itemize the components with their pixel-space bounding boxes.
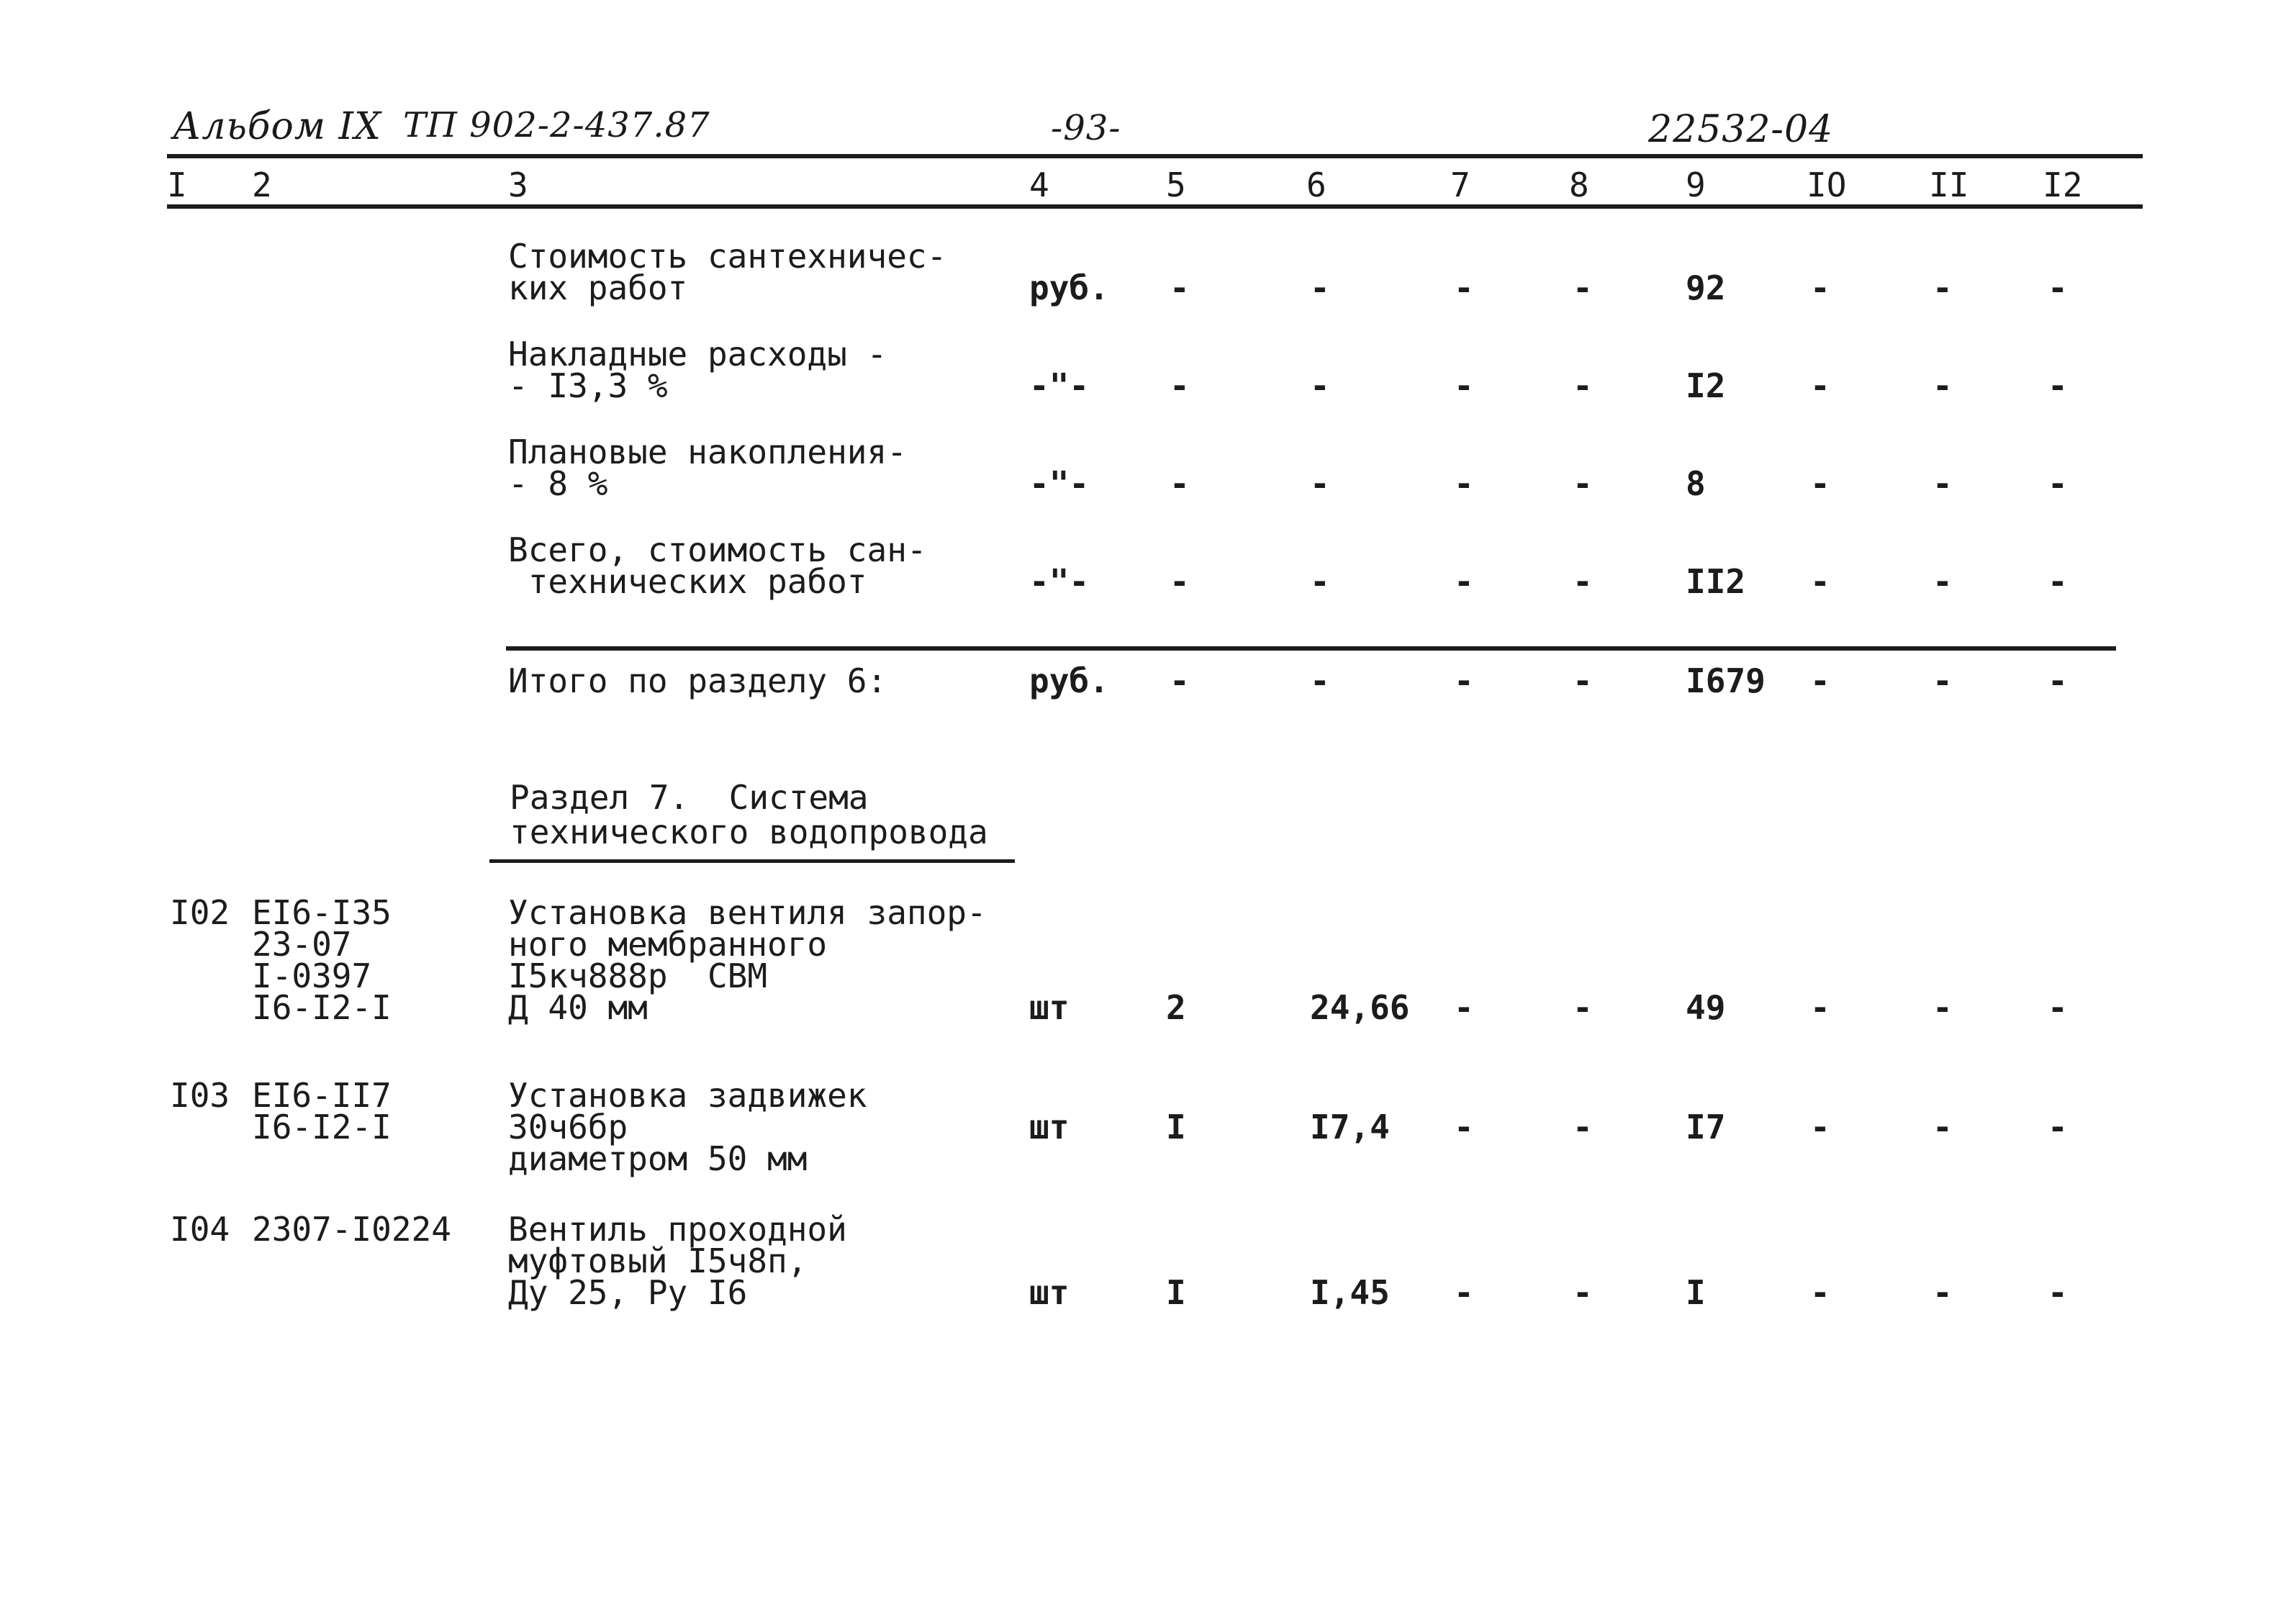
item-description: Стоимость сантехничес- ких работ: [508, 237, 947, 307]
value-cell-12: -: [2048, 464, 2068, 503]
value-cell-11: -: [1933, 661, 1953, 700]
value-cell-8: -: [1573, 268, 1593, 307]
value-cell-10: -: [1810, 988, 1830, 1027]
unit-cell: шт: [1029, 1273, 1070, 1312]
doc-code: 22532-04: [1648, 108, 1834, 151]
value-cell-8: -: [1573, 562, 1593, 601]
value-cell-5: -: [1170, 661, 1190, 700]
value-cell-5: -: [1170, 366, 1190, 405]
value-cell-9: I679: [1686, 661, 1766, 700]
column-number: 2: [252, 166, 272, 204]
value-cell-5: -: [1170, 268, 1190, 307]
value-cell-9: 92: [1686, 268, 1726, 307]
value-cell-8: -: [1573, 661, 1593, 700]
value-cell-6: -: [1310, 464, 1330, 503]
value-cell-10: -: [1810, 661, 1830, 700]
section-7-title-underline: [489, 859, 1015, 863]
value-cell-12: -: [2048, 1108, 2068, 1146]
value-cell-5: I: [1166, 1108, 1186, 1146]
row-number: I02: [170, 893, 230, 932]
value-cell-7: -: [1454, 1108, 1474, 1146]
item-description: Накладные расходы - - I3,3 %: [508, 335, 887, 405]
project-code: ТП 902-2-437.87: [403, 105, 710, 145]
header-top-rule: [167, 154, 2143, 158]
value-cell-12: -: [2048, 661, 2068, 700]
column-number: 6: [1306, 166, 1326, 204]
value-cell-9: 49: [1686, 988, 1726, 1027]
value-cell-6: -: [1310, 366, 1330, 405]
value-cell-10: -: [1810, 1273, 1830, 1312]
value-cell-7: -: [1454, 1273, 1474, 1312]
value-cell-9: I: [1686, 1273, 1706, 1312]
unit-cell: руб.: [1029, 661, 1109, 700]
item-description: Плановые накопления- - 8 %: [508, 433, 907, 503]
value-cell-6: I7,4: [1310, 1108, 1390, 1146]
value-cell-9: II2: [1686, 562, 1746, 601]
value-cell-7: -: [1454, 268, 1474, 307]
row-number: I04: [170, 1210, 230, 1249]
column-number: 4: [1029, 166, 1049, 204]
section-7-title: Раздел 7. Система технического водопровода: [510, 778, 988, 851]
column-number: 7: [1450, 166, 1470, 204]
unit-cell: -"-: [1029, 366, 1090, 405]
value-cell-6: -: [1310, 562, 1330, 601]
value-cell-11: -: [1933, 366, 1953, 405]
value-cell-8: -: [1573, 464, 1593, 503]
value-cell-10: -: [1810, 464, 1830, 503]
value-cell-7: -: [1454, 661, 1474, 700]
row-number: I03: [170, 1076, 230, 1115]
column-number: 9: [1686, 166, 1706, 204]
value-cell-7: -: [1454, 562, 1474, 601]
value-cell-9: I7: [1686, 1108, 1726, 1146]
unit-cell: -"-: [1029, 464, 1090, 503]
price-code: 2307-I0224: [252, 1210, 451, 1249]
item-description: Установка вентиля запор- ного мембранного I5кч888р СВМ Д 40 мм: [508, 893, 987, 1027]
unit-cell: шт: [1029, 988, 1070, 1027]
value-cell-5: I: [1166, 1273, 1186, 1312]
value-cell-6: I,45: [1310, 1273, 1390, 1312]
column-number: II: [1929, 166, 1969, 204]
value-cell-8: -: [1573, 988, 1593, 1027]
total-separator-rule: [506, 646, 2116, 651]
value-cell-12: -: [2048, 562, 2068, 601]
item-description: Всего, стоимость сан- технических работ: [508, 530, 927, 601]
value-cell-6: -: [1310, 268, 1330, 307]
value-cell-11: -: [1933, 1273, 1953, 1312]
header-bottom-rule: [167, 204, 2143, 209]
column-number: 5: [1166, 166, 1186, 204]
item-description: Вентиль проходной муфтовый I5ч8п, Ду 25, Ру I6: [508, 1210, 847, 1312]
value-cell-5: -: [1170, 562, 1190, 601]
value-cell-11: -: [1933, 1108, 1953, 1146]
column-number: 3: [508, 166, 528, 204]
value-cell-11: -: [1933, 988, 1953, 1027]
value-cell-7: -: [1454, 464, 1474, 503]
value-cell-10: -: [1810, 268, 1830, 307]
value-cell-11: -: [1933, 268, 1953, 307]
value-cell-10: -: [1810, 1108, 1830, 1146]
item-description: Установка задвижек 30ч6бр диаметром 50 мм: [508, 1076, 867, 1178]
page-number: -93-: [1051, 108, 1121, 148]
price-code: EI6-I35 23-07 I-0397 I6-I2-I: [252, 893, 392, 1027]
value-cell-12: -: [2048, 988, 2068, 1027]
value-cell-12: -: [2048, 268, 2068, 307]
value-cell-10: -: [1810, 562, 1830, 601]
column-number: 8: [1569, 166, 1589, 204]
value-cell-8: -: [1573, 1273, 1593, 1312]
unit-cell: шт: [1029, 1108, 1070, 1146]
unit-cell: -"-: [1029, 562, 1090, 601]
value-cell-5: 2: [1166, 988, 1186, 1027]
column-number: IO: [1807, 166, 1847, 204]
value-cell-7: -: [1454, 988, 1474, 1027]
column-number: I2: [2043, 166, 2083, 204]
value-cell-6: -: [1310, 661, 1330, 700]
album-label: Альбом IX: [173, 105, 382, 148]
value-cell-8: -: [1573, 1108, 1593, 1146]
value-cell-12: -: [2048, 1273, 2068, 1312]
value-cell-10: -: [1810, 366, 1830, 405]
value-cell-7: -: [1454, 366, 1474, 405]
total-label: Итого по разделу 6:: [508, 661, 887, 700]
unit-cell: руб.: [1029, 268, 1109, 307]
value-cell-12: -: [2048, 366, 2068, 405]
value-cell-9: I2: [1686, 366, 1726, 405]
value-cell-9: 8: [1686, 464, 1706, 503]
value-cell-11: -: [1933, 562, 1953, 601]
value-cell-8: -: [1573, 366, 1593, 405]
value-cell-6: 24,66: [1310, 988, 1410, 1027]
price-code: EI6-II7 I6-I2-I: [252, 1076, 392, 1146]
column-number: I: [167, 166, 187, 204]
value-cell-5: -: [1170, 464, 1190, 503]
value-cell-11: -: [1933, 464, 1953, 503]
